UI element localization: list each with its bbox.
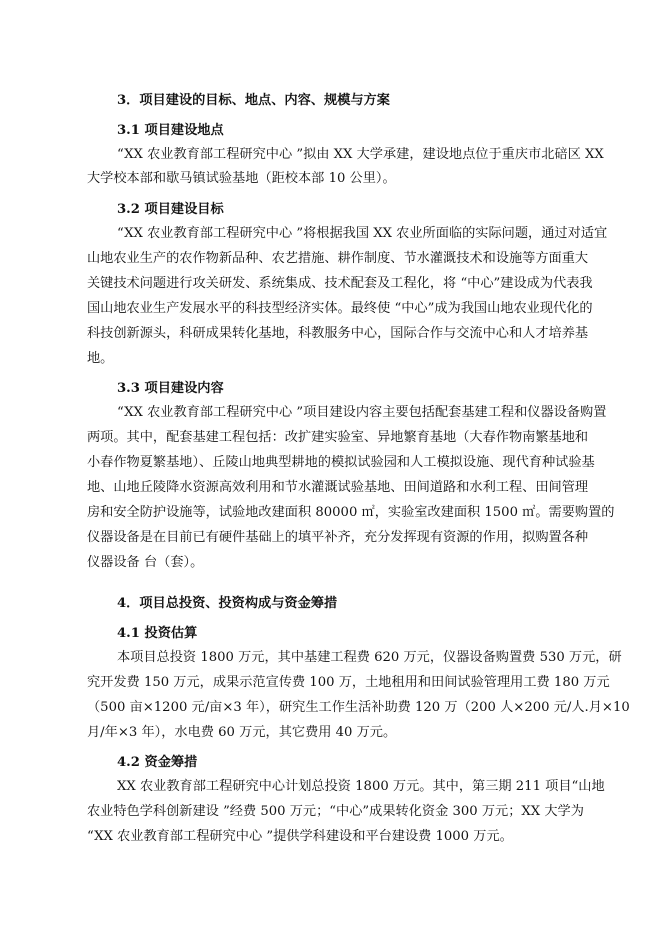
paragraph-line: 国山地农业生产发展水平的科技型经济实体。最终使 “中心”成为我国山地农业现代化的: [87, 301, 593, 316]
paragraph-line: “XX 农业教育部工程研究中心 ”提供学科建设和平台建设费 1000 万元。: [87, 829, 513, 844]
paragraph-line: 本项目总投资 1800 万元，其中基建工程费 620 万元，仪器设备购置费 530 万元，研: [117, 650, 622, 665]
paragraph-line: 仪器设备是在目前已有硬件基础上的填平补齐，充分发挥现有资源的作用，拟购置各种: [87, 530, 589, 545]
section-3-3-title: 3.3 项目建设内容: [117, 381, 224, 396]
paragraph-line: 农业特色学科创新建设 ”经费 500 万元；“中心”成果转化资金 300 万元；XX 大学为: [87, 804, 584, 819]
paragraph-line: 月/年×3 年），水电费 60 万元，其它费用 40 万元。: [87, 725, 397, 740]
paragraph-line: 房和安全防护设施等，试验地改建面积 80000 ㎡，实验室改建面积 1500 ㎡。需要购置的: [87, 505, 615, 520]
paragraph-line: “XX 农业教育部工程研究中心 ”拟由 XX 大学承建，建设地点位于重庆市北碚区 XX: [117, 147, 604, 162]
paragraph-line: “XX 农业教育部工程研究中心 ”项目建设内容主要包括配套基建工程和仪器设备购置: [117, 405, 607, 420]
section-4-2-title: 4.2 资金筹措: [117, 755, 198, 770]
paragraph-line: 小春作物夏繁基地）、丘陵山地典型耕地的模拟试验园和人工模拟设施、现代育种试验基: [87, 455, 595, 470]
paragraph-line: 山地农业生产的农作物新品种、农艺措施、耕作制度、节水灌溉技术和设施等方面重大: [87, 251, 589, 266]
paragraph-line: 大学校本部和歇马镇试验基地（距校本部 10 公里）。: [87, 171, 396, 186]
paragraph-line: 地。: [87, 351, 114, 366]
section-3-1-title: 3.1 项目建设地点: [117, 123, 224, 138]
section-3-heading: 3．项目建设的目标、地点、内容、规模与方案: [117, 93, 390, 108]
paragraph-line: 关键技术问题进行攻关研发、系统集成、技术配套及工程化，将 “中心”建设成为代表我: [87, 276, 593, 291]
paragraph-line: 科技创新源头，科研成果转化基地，科教服务中心，国际合作与交流中心和人才培养基: [87, 326, 589, 341]
paragraph-line: 地、山地丘陵降水资源高效利用和节水灌溉试验基地、田间道路和水利工程、田间管理: [87, 480, 589, 495]
paragraph-line: （500 亩×1200 元/亩×3 年），研究生工作生活补助费 120 万（200 人×200 元/人.月×10: [87, 700, 630, 715]
section-4-heading: 4．项目总投资、投资构成与资金筹措: [117, 596, 338, 611]
paragraph-line: 究开发费 150 万元，成果示范宣传费 100 万，土地租用和田间试验管理用工费 180 万元: [87, 675, 610, 690]
section-3-2-title: 3.2 项目建设目标: [117, 202, 224, 217]
paragraph-line: “XX 农业教育部工程研究中心 ”将根据我国 XX 农业所面临的实际问题，通过对适宜: [117, 226, 608, 241]
section-4-1-title: 4.1 投资估算: [117, 626, 198, 641]
paragraph-line: 仪器设备 台（套）。: [87, 555, 204, 570]
paragraph-line: 两项。其中，配套基建工程包括：改扩建实验室、异地繁育基地（大春作物南繁基地和: [87, 430, 589, 445]
paragraph-line: XX 农业教育部工程研究中心计划总投资 1800 万元。其中，第三期 211 项目“山地: [117, 779, 605, 794]
